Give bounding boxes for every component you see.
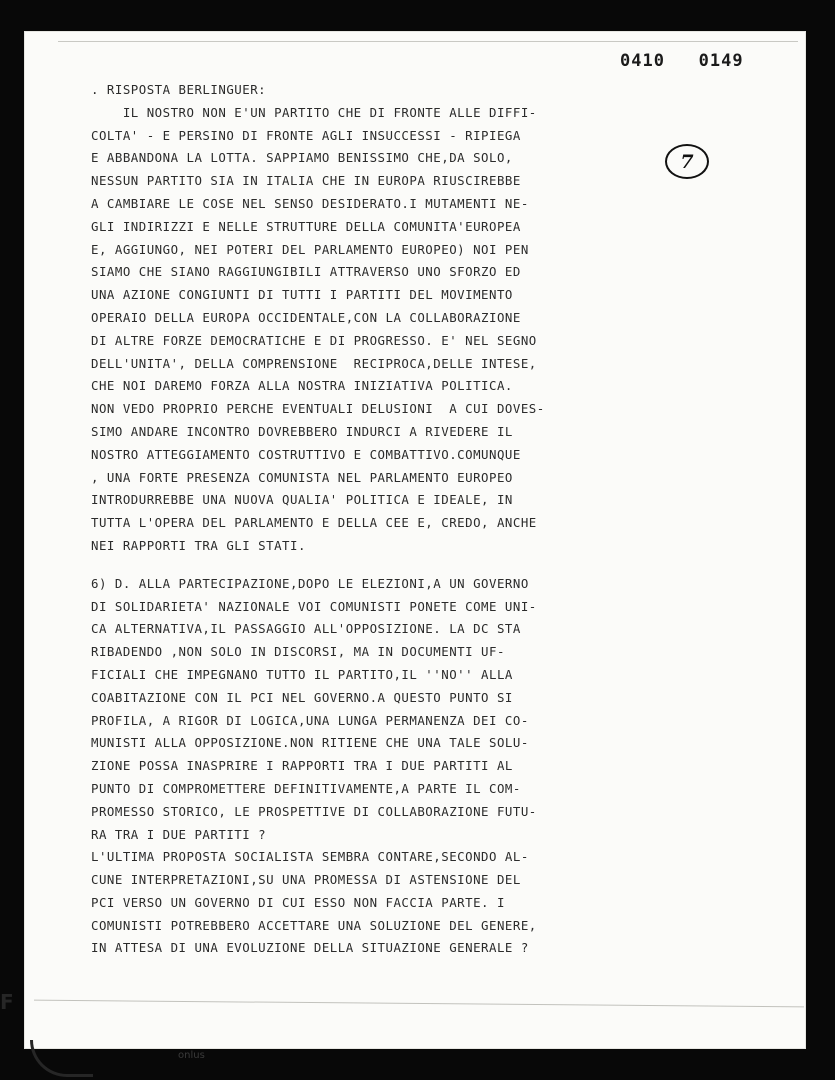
text-line: FICIALI CHE IMPEGNANO TUTTO IL PARTITO,IL ''NO'' ALLA — [91, 666, 513, 682]
text-line: ZIONE POSSA INASPRIRE I RAPPORTI TRA I DUE PARTITI AL — [91, 758, 513, 774]
text-line: INTRODURREBBE UNA NUOVA QUALIA' POLITICA E IDEALE, IN — [91, 492, 513, 508]
text-line: DI SOLIDARIETA' NAZIONALE VOI COMUNISTI PONETE COME UNI- — [91, 598, 537, 614]
text-line: NOSTRO ATTEGGIAMENTO COSTRUTTIVO E COMBATTIVO.COMUNQUE — [91, 446, 521, 462]
watermark-subtitle: onlus — [178, 1050, 205, 1061]
text-line: GLI INDIRIZZI E NELLE STRUTTURE DELLA COMUNITA'EUROPEA — [91, 218, 521, 234]
text-line: RA TRA I DUE PARTITI ? — [91, 826, 267, 842]
text-line: PROMESSO STORICO, LE PROSPETTIVE DI COLLABORAZIONE FUTU- — [91, 803, 537, 819]
text-line: A CAMBIARE LE COSE NEL SENSO DESIDERATO.I MUTAMENTI NE- — [91, 195, 529, 211]
text-line: . RISPOSTA BERLINGUER: — [91, 82, 267, 97]
text-line: CA ALTERNATIVA,IL PASSAGGIO ALL'OPPOSIZIONE. LA DC STA — [91, 621, 521, 637]
text-line: IL NOSTRO NON E'UN PARTITO CHE DI FRONTE ALLE DIFFI- — [91, 104, 537, 120]
text-line: TUTTA L'OPERA DEL PARLAMENTO E DELLA CEE E, CREDO, ANCHE — [91, 515, 537, 531]
text-line: PROFILA, A RIGOR DI LOGICA,UNA LUNGA PERMANENZA DEI CO- — [91, 712, 529, 728]
text-line: 6) D. ALLA PARTECIPAZIONE,DOPO LE ELEZIONI,A UN GOVERNO — [91, 575, 529, 591]
text-line: CHE NOI DAREMO FORZA ALLA NOSTRA INIZIATIVA POLITICA. — [91, 378, 513, 394]
text-line: L'ULTIMA PROPOSTA SOCIALISTA SEMBRA CONTARE,SECONDO AL- — [91, 849, 529, 865]
text-line: NON VEDO PROPRIO PERCHE EVENTUALI DELUSIONI A CUI DOVES- — [91, 401, 545, 417]
bottom-edge-line — [34, 1000, 804, 1008]
circled-page-number — [665, 144, 709, 179]
text-line: PUNTO DI COMPROMETTERE DEFINITIVAMENTE,A PARTE IL COM- — [91, 780, 521, 796]
text-line: DI ALTRE FORZE DEMOCRATICHE E DI PROGRESSO. E' NEL SEGNO — [91, 332, 537, 348]
text-line: COABITAZIONE CON IL PCI NEL GOVERNO.A QUESTO PUNTO SI — [91, 689, 513, 705]
document-page — [24, 31, 806, 1049]
text-line: PCI VERSO UN GOVERNO DI CUI ESSO NON FACCIA PARTE. I — [91, 894, 505, 910]
text-line: CUNE INTERPRETAZIONI,SU UNA PROMESSA DI ASTENSIONE DEL — [91, 872, 521, 888]
archive-number: 0410 0149 — [620, 51, 744, 71]
paragraph-question — [91, 573, 651, 961]
text-line: DELL'UNITA', DELLA COMPRENSIONE RECIPROCA,DELLE INTESE, — [91, 355, 537, 371]
text-line: OPERAIO DELLA EUROPA OCCIDENTALE,CON LA COLLABORAZIONE — [91, 309, 521, 325]
text-line: COLTA' - E PERSINO DI FRONTE AGLI INSUCCESSI - RIPIEGA — [91, 127, 521, 143]
text-line: E, AGGIUNGO, NEI POTERI DEL PARLAMENTO EUROPEO) NOI PEN — [91, 241, 529, 257]
typewritten-text — [91, 79, 651, 960]
watermark-letters: F — [0, 990, 14, 1014]
text-line: NEI RAPPORTI TRA GLI STATI. — [91, 537, 306, 553]
text-line: MUNISTI ALLA OPPOSIZIONE.NON RITIENE CHE UNA TALE SOLU- — [91, 735, 529, 751]
text-line: COMUNISTI POTREBBERO ACCETTARE UNA SOLUZIONE DEL GENERE, — [91, 917, 537, 933]
text-line: SIAMO CHE SIANO RAGGIUNGIBILI ATTRAVERSO UNO SFORZO ED — [91, 264, 521, 280]
text-line: NESSUN PARTITO SIA IN ITALIA CHE IN EUROPA RIUSCIREBBE — [91, 173, 521, 189]
text-line: E ABBANDONA LA LOTTA. SAPPIAMO BENISSIMO CHE,DA SOLO, — [91, 150, 513, 166]
top-edge-line — [58, 41, 798, 42]
text-line: UNA AZIONE CONGIUNTI DI TUTTI I PARTITI DEL MOVIMENTO — [91, 287, 513, 303]
text-line: IN ATTESA DI UNA EVOLUZIONE DELLA SITUAZIONE GENERALE ? — [91, 940, 529, 956]
text-line: RIBADENDO ,NON SOLO IN DISCORSI, MA IN DOCUMENTI UF- — [91, 644, 505, 660]
page-number-digit: 7 — [680, 150, 694, 173]
text-line: , UNA FORTE PRESENZA COMUNISTA NEL PARLAMENTO EUROPEO — [91, 469, 513, 485]
text-line: SIMO ANDARE INCONTRO DOVREBBERO INDURCI A RIVEDERE IL — [91, 423, 513, 439]
paragraph-answer — [91, 79, 651, 558]
watermark-logo-arc — [30, 1040, 93, 1077]
paragraph-gap — [91, 558, 651, 573]
